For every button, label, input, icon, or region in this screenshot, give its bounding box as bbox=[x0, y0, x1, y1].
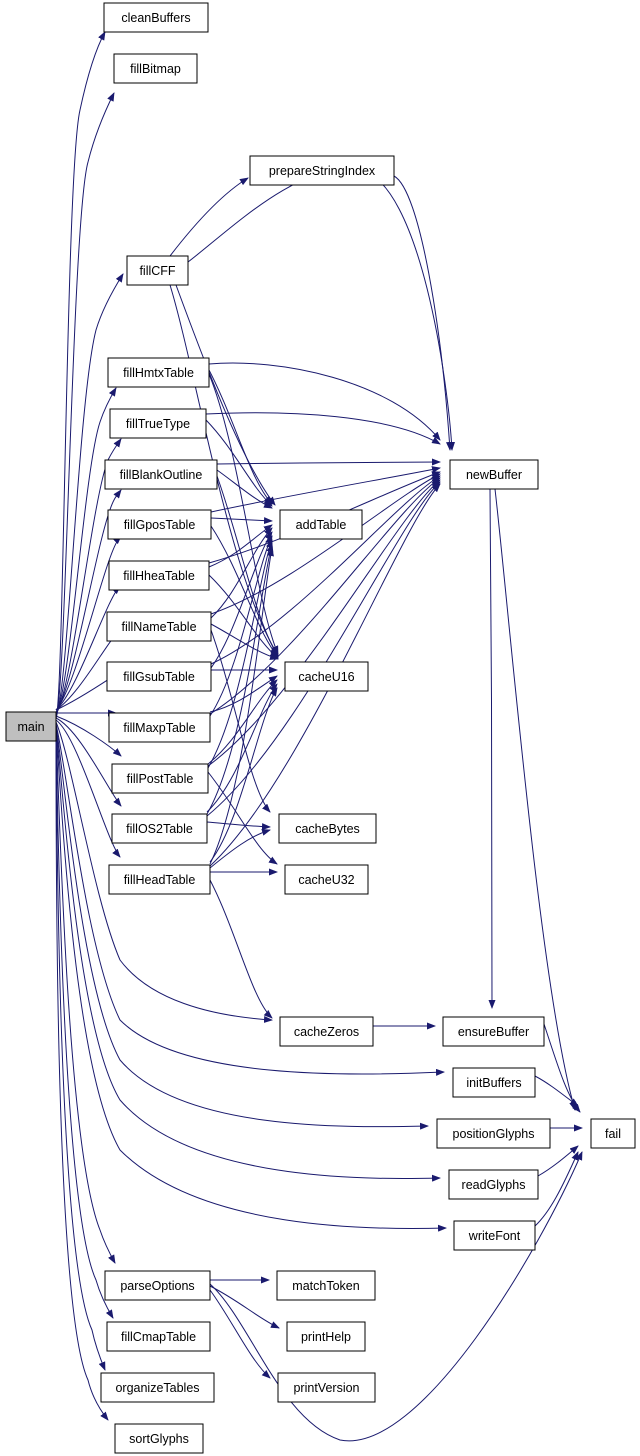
node-label-cacheZeros: cacheZeros bbox=[293, 1024, 360, 1039]
node-label-fillHheaTable: fillHheaTable bbox=[123, 568, 195, 583]
node-label-readGlyphs: readGlyphs bbox=[461, 1177, 526, 1192]
node-label-writeFont: writeFont bbox=[468, 1228, 521, 1243]
node-label-organizeTables: organizeTables bbox=[115, 1380, 200, 1395]
node-label-cleanBuffers: cleanBuffers bbox=[121, 10, 191, 25]
node-cacheU32[interactable] bbox=[285, 865, 368, 894]
node-label-fillPostTable: fillPostTable bbox=[126, 771, 194, 786]
node-label-fail: fail bbox=[605, 1126, 621, 1141]
node-prepareStringIndex[interactable] bbox=[250, 156, 394, 185]
node-cacheZeros[interactable] bbox=[280, 1017, 373, 1046]
edge-fillOS2Table-to-cacheBytes bbox=[207, 822, 270, 827]
edge-main-to-parseOptions bbox=[56, 728, 115, 1263]
node-fillTrueType[interactable] bbox=[110, 409, 206, 438]
node-cleanBuffers[interactable] bbox=[104, 3, 208, 32]
node-initBuffers[interactable] bbox=[453, 1068, 535, 1097]
node-label-fillBitmap: fillBitmap bbox=[130, 61, 181, 76]
edge-initBuffers-to-fail bbox=[535, 1076, 578, 1106]
edge-fillBlankOutline-to-newBuffer bbox=[217, 462, 440, 464]
node-label-fillOS2Table: fillOS2Table bbox=[126, 821, 193, 836]
node-label-main: main bbox=[17, 719, 45, 734]
node-label-fillGsubTable: fillGsubTable bbox=[123, 669, 195, 684]
node-label-matchToken: matchToken bbox=[292, 1278, 360, 1293]
node-label-positionGlyphs: positionGlyphs bbox=[452, 1126, 535, 1141]
node-label-fillHmtxTable: fillHmtxTable bbox=[123, 365, 194, 380]
edge-fillCFF-to-prepareStringIndex bbox=[170, 178, 248, 256]
edge-fillGposTable-to-newBuffer bbox=[211, 468, 440, 512]
edge-fillGposTable-to-addTable bbox=[211, 518, 272, 521]
edge-main-to-organizeTables bbox=[56, 730, 105, 1370]
node-parseOptions[interactable] bbox=[105, 1271, 210, 1300]
node-printVersion[interactable] bbox=[278, 1373, 375, 1402]
node-label-parseOptions: parseOptions bbox=[120, 1278, 195, 1293]
node-newBuffer[interactable] bbox=[450, 460, 538, 489]
edge-fillTrueType-to-newBuffer bbox=[206, 413, 440, 444]
node-fillPostTable[interactable] bbox=[112, 764, 208, 793]
edge-readGlyphs-to-fail bbox=[538, 1146, 578, 1176]
node-fillGsubTable[interactable] bbox=[107, 662, 211, 691]
node-addTable[interactable] bbox=[280, 510, 362, 539]
node-label-sortGlyphs: sortGlyphs bbox=[129, 1431, 189, 1446]
node-label-cacheU16: cacheU16 bbox=[298, 669, 355, 684]
edge-fillPostTable-to-addTable bbox=[208, 540, 272, 768]
node-label-cacheU32: cacheU32 bbox=[298, 872, 355, 887]
node-fillGposTable[interactable] bbox=[108, 510, 211, 539]
edge-fillHeadTable-to-cacheU16 bbox=[210, 688, 277, 862]
node-cacheBytes[interactable] bbox=[279, 814, 376, 843]
node-label-printHelp: printHelp bbox=[300, 1329, 352, 1344]
node-label-fillGposTable: fillGposTable bbox=[123, 517, 196, 532]
node-sortGlyphs[interactable] bbox=[115, 1424, 203, 1453]
node-cacheU16[interactable] bbox=[285, 662, 368, 691]
node-printHelp[interactable] bbox=[287, 1322, 365, 1351]
node-fillHmtxTable[interactable] bbox=[108, 358, 209, 387]
edge-fillHmtxTable-to-cacheU16 bbox=[209, 374, 278, 654]
node-label-fillMaxpTable: fillMaxpTable bbox=[123, 720, 196, 735]
node-fillHeadTable[interactable] bbox=[109, 865, 210, 894]
node-label-fillTrueType: fillTrueType bbox=[125, 416, 191, 431]
edge-ensureBuffer-to-fail bbox=[544, 1024, 580, 1112]
node-fillMaxpTable[interactable] bbox=[109, 713, 210, 742]
edge-main-to-readGlyphs bbox=[56, 726, 440, 1179]
edge-fillMaxpTable-to-cacheU16 bbox=[210, 676, 277, 712]
edge-newBuffer-to-ensureBuffer bbox=[490, 489, 492, 1008]
node-writeFont[interactable] bbox=[454, 1221, 535, 1250]
node-readGlyphs[interactable] bbox=[449, 1170, 538, 1199]
node-label-prepareStringIndex: prepareStringIndex bbox=[268, 163, 376, 178]
edge-fillHmtxTable-to-newBuffer bbox=[209, 363, 440, 440]
node-label-ensureBuffer: ensureBuffer bbox=[457, 1024, 530, 1039]
edge-fillCFF-to-newBuffer bbox=[188, 169, 452, 450]
node-fillBlankOutline[interactable] bbox=[105, 460, 217, 489]
node-matchToken[interactable] bbox=[277, 1271, 375, 1300]
node-fillHheaTable[interactable] bbox=[109, 561, 209, 590]
node-fillOS2Table[interactable] bbox=[112, 814, 207, 843]
node-label-newBuffer: newBuffer bbox=[465, 467, 523, 482]
node-label-cacheBytes: cacheBytes bbox=[295, 821, 360, 836]
edge-fillPostTable-to-cacheU32 bbox=[208, 772, 277, 864]
node-fillBitmap[interactable] bbox=[114, 54, 197, 83]
node-label-initBuffers: initBuffers bbox=[466, 1075, 522, 1090]
node-fail[interactable] bbox=[591, 1119, 635, 1148]
node-label-fillHeadTable: fillHeadTable bbox=[123, 872, 196, 887]
edge-prepareStringIndex-to-newBuffer bbox=[394, 176, 450, 450]
edge-parseOptions-to-printHelp bbox=[210, 1286, 279, 1328]
node-positionGlyphs[interactable] bbox=[437, 1119, 550, 1148]
node-ensureBuffer[interactable] bbox=[443, 1017, 544, 1046]
node-label-fillNameTable: fillNameTable bbox=[121, 619, 197, 634]
node-label-addTable: addTable bbox=[295, 517, 347, 532]
node-fillCmapTable[interactable] bbox=[107, 1322, 210, 1351]
edge-main-to-writeFont bbox=[56, 727, 446, 1229]
node-organizeTables[interactable] bbox=[101, 1373, 214, 1402]
node-fillNameTable[interactable] bbox=[107, 612, 211, 641]
node-label-fillCmapTable: fillCmapTable bbox=[120, 1329, 197, 1344]
node-label-printVersion: printVersion bbox=[293, 1380, 360, 1395]
edge-fillHeadTable-to-cacheZeros bbox=[210, 880, 272, 1018]
node-fillCFF[interactable] bbox=[127, 256, 188, 285]
node-label-fillBlankOutline: fillBlankOutline bbox=[119, 467, 203, 482]
node-main[interactable] bbox=[6, 712, 56, 741]
node-label-fillCFF: fillCFF bbox=[139, 263, 176, 278]
